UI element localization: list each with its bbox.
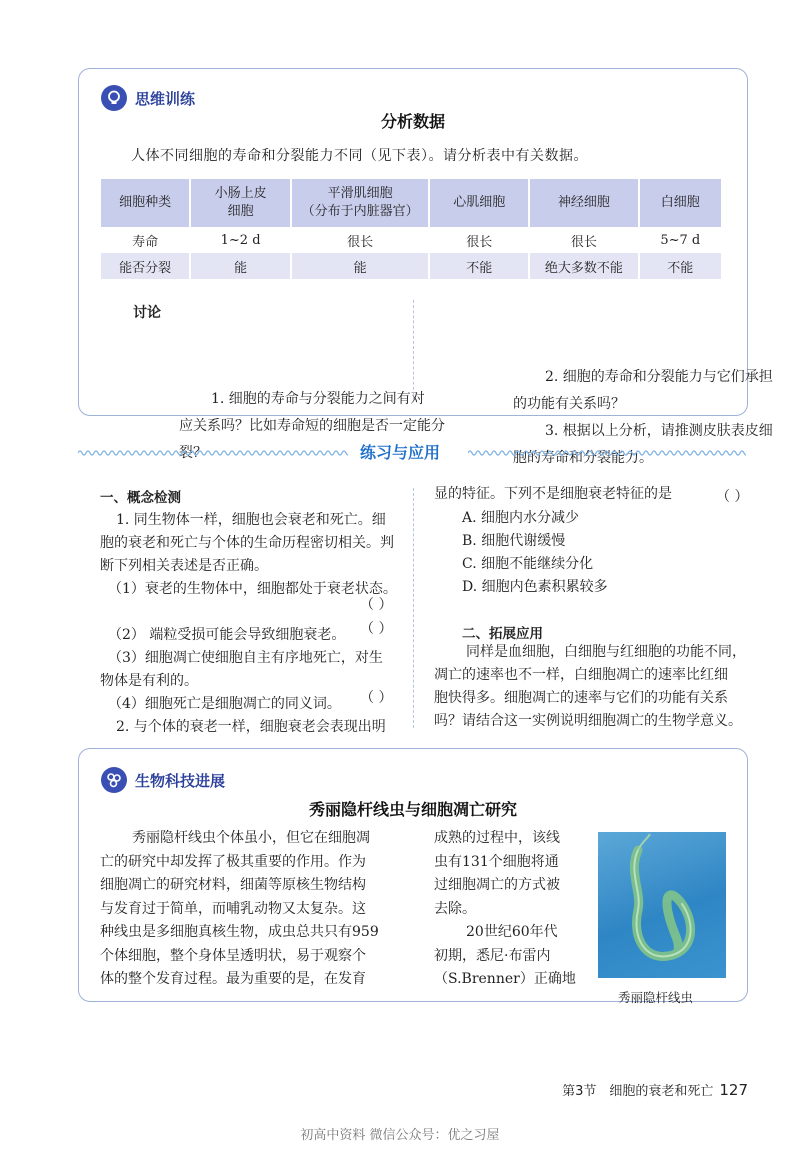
- table-header-cell: [101, 179, 191, 227]
- table-row: [101, 227, 723, 253]
- table-cell: 绝大多数不能: [530, 253, 639, 279]
- concept-check-line: （1）衰老的生物体中，细胞都处于衰老状态。: [108, 581, 397, 597]
- analysis-intro: 人体不同细胞的寿命和分裂能力不同（见下表）。请分析表中有关数据。: [131, 148, 588, 164]
- discussion-right-line: 胞的寿命和分裂能力。: [513, 450, 653, 466]
- analysis-title: 分析数据: [380, 112, 445, 131]
- page-number: 127: [719, 1081, 748, 1099]
- lightbulb-icon: [101, 85, 127, 111]
- concept-check-line: 1. 同生物体一样，细胞也会衰老和死亡。细: [116, 512, 386, 528]
- extension-line: 凋亡的速率也不一样，白细胞凋亡的速率比红细: [434, 667, 728, 683]
- header-line: 细胞: [227, 204, 254, 219]
- biotech-right-line: 成熟的过程中，该线: [434, 830, 560, 846]
- concept-check-line: 2. 与个体的衰老一样，细胞衰老会表现出明: [116, 719, 386, 735]
- discussion-divider: [413, 300, 414, 400]
- header-line: 平滑肌细胞: [327, 186, 393, 201]
- footer-section: 第3节 细胞的衰老和死亡: [562, 1084, 714, 1099]
- table-cell: 很长: [530, 227, 639, 253]
- discussion-right-line: 2. 细胞的寿命和分裂能力与它们承担: [545, 369, 773, 385]
- question-2-continued: 显的特征。下列不是细胞衰老特征的是: [434, 486, 672, 502]
- concept-check-line: 物体是有利的。: [100, 673, 198, 689]
- table-header-cell: [191, 179, 292, 227]
- concept-check-title: 一、概念检测: [100, 490, 181, 506]
- thinking-training-label: 思维训练: [135, 89, 196, 108]
- practice-divider: [413, 488, 414, 728]
- photo-caption: 秀丽隐杆线虫: [618, 990, 694, 1005]
- concept-check-line: （2） 端粒受损可能会导致细胞衰老。: [108, 627, 346, 643]
- biotech-left-line: 种线虫是多细胞真核生物，成虫总共只有959: [100, 924, 379, 940]
- table-cell: 能否分裂: [101, 253, 191, 279]
- concept-check-line: （4）细胞死亡是细胞凋亡的同义词。: [108, 696, 341, 712]
- biotech-left-line: 体的整个发育过程。最为重要的是，在发育: [100, 971, 366, 987]
- biotech-right-line: 初期，悉尼·布雷内: [434, 947, 551, 964]
- header-line: 细胞种类: [119, 195, 172, 210]
- c-elegans-photo: [598, 832, 726, 978]
- answer-paren: （ ）: [360, 690, 393, 706]
- biotech-right-line: 20世纪60年代: [466, 924, 558, 940]
- biotech-title: 秀丽隐杆线虫与细胞凋亡研究: [308, 800, 517, 819]
- concept-check-line: （3）细胞凋亡使细胞自主有序地死亡，对生: [108, 650, 383, 666]
- page-footer: [562, 1080, 748, 1099]
- biotech-left-line: 与发育过于简单，而哺乳动物又太复杂。这: [100, 900, 366, 917]
- table-header-cell: [530, 179, 639, 227]
- table-cell: 能: [191, 253, 292, 279]
- biotech-left-line: 秀丽隐杆线虫个体虽小，但它在细胞凋: [132, 830, 370, 846]
- biotech-left-line: 细胞凋亡的研究材料，细菌等原核生物结构: [100, 877, 366, 893]
- extension-title: 二、拓展应用: [462, 626, 543, 642]
- table-cell: 不能: [640, 253, 723, 279]
- extension-line: 胞快得多。细胞凋亡的速率与它们的功能有关系: [434, 690, 728, 706]
- discussion-right-line: 3. 根据以上分析，请推测皮肤表皮细: [545, 423, 773, 439]
- concept-check-line: 胞的衰老和死亡与个体的生命历程密切相关。判: [100, 535, 394, 551]
- table-row: [101, 253, 723, 279]
- table-cell: 很长: [292, 227, 431, 253]
- table-cell: 不能: [430, 253, 530, 279]
- biotech-header: [101, 767, 225, 793]
- answer-paren: （ ）: [360, 597, 393, 613]
- option-line: A. 细胞内水分减少: [462, 510, 580, 526]
- table-cell: 5~7 d: [640, 227, 723, 253]
- header-line: 心肌细胞: [453, 195, 506, 210]
- table-header-cell: [640, 179, 723, 227]
- biotech-right-line: 去除。: [434, 900, 476, 917]
- table-header-cell: [430, 179, 530, 227]
- molecule-icon: [101, 767, 127, 793]
- biotech-right-line: 虫有131个细胞将通: [434, 853, 559, 870]
- table-cell: 1~2 d: [191, 227, 292, 253]
- header-line: 小肠上皮: [214, 186, 267, 201]
- discussion-right-line: 的功能有关系吗？: [513, 396, 625, 412]
- extension-line: 吗？请结合这一实例说明细胞凋亡的生物学意义。: [434, 713, 742, 729]
- discussion-title: 讨论: [133, 305, 161, 321]
- biotech-right-line: 过细胞凋亡的方式被: [434, 877, 560, 893]
- concept-check-line: 断下列相关表述是否正确。: [100, 558, 268, 574]
- watermark: 初高中资料 微信公众号：优之习屋: [300, 1128, 500, 1143]
- practice-title: 练习与应用: [359, 443, 440, 462]
- discussion-left-line: 应关系吗？比如寿命短的细胞是否一定能分: [179, 418, 445, 434]
- answer-paren: （ ）: [360, 621, 393, 637]
- table-header-cell: [292, 179, 431, 227]
- option-line: D. 细胞内色素积累较多: [462, 579, 608, 595]
- discussion-left-line: 1. 细胞的寿命与分裂能力之间有对: [211, 391, 425, 407]
- biotech-left-line: 个体细胞，整个身体呈透明状，易于观察个: [100, 947, 366, 964]
- header-line: （分布于内脏器官）: [301, 204, 419, 219]
- header-line: 神经细胞: [557, 195, 610, 210]
- table-cell: 很长: [430, 227, 530, 253]
- biotech-left-line: 亡的研究中却发挥了极其重要的作用。作为: [100, 853, 366, 870]
- biotech-right-line: （S.Brenner）正确地: [434, 971, 576, 987]
- biotech-label: 生物科技进展: [135, 771, 226, 790]
- option-line: B. 细胞代谢缓慢: [462, 533, 566, 549]
- thinking-training-header: [101, 85, 195, 111]
- cell-data-table: [101, 179, 723, 279]
- table-cell: 能: [292, 253, 431, 279]
- discussion-left-line: 裂？: [179, 445, 207, 461]
- answer-paren-q2: （ ）: [716, 489, 749, 505]
- header-line: 白细胞: [660, 195, 700, 210]
- table-cell: 寿命: [101, 227, 191, 253]
- extension-line: 同样是血细胞，白细胞与红细胞的功能不同，: [466, 644, 746, 660]
- option-line: C. 细胞不能继续分化: [462, 556, 594, 572]
